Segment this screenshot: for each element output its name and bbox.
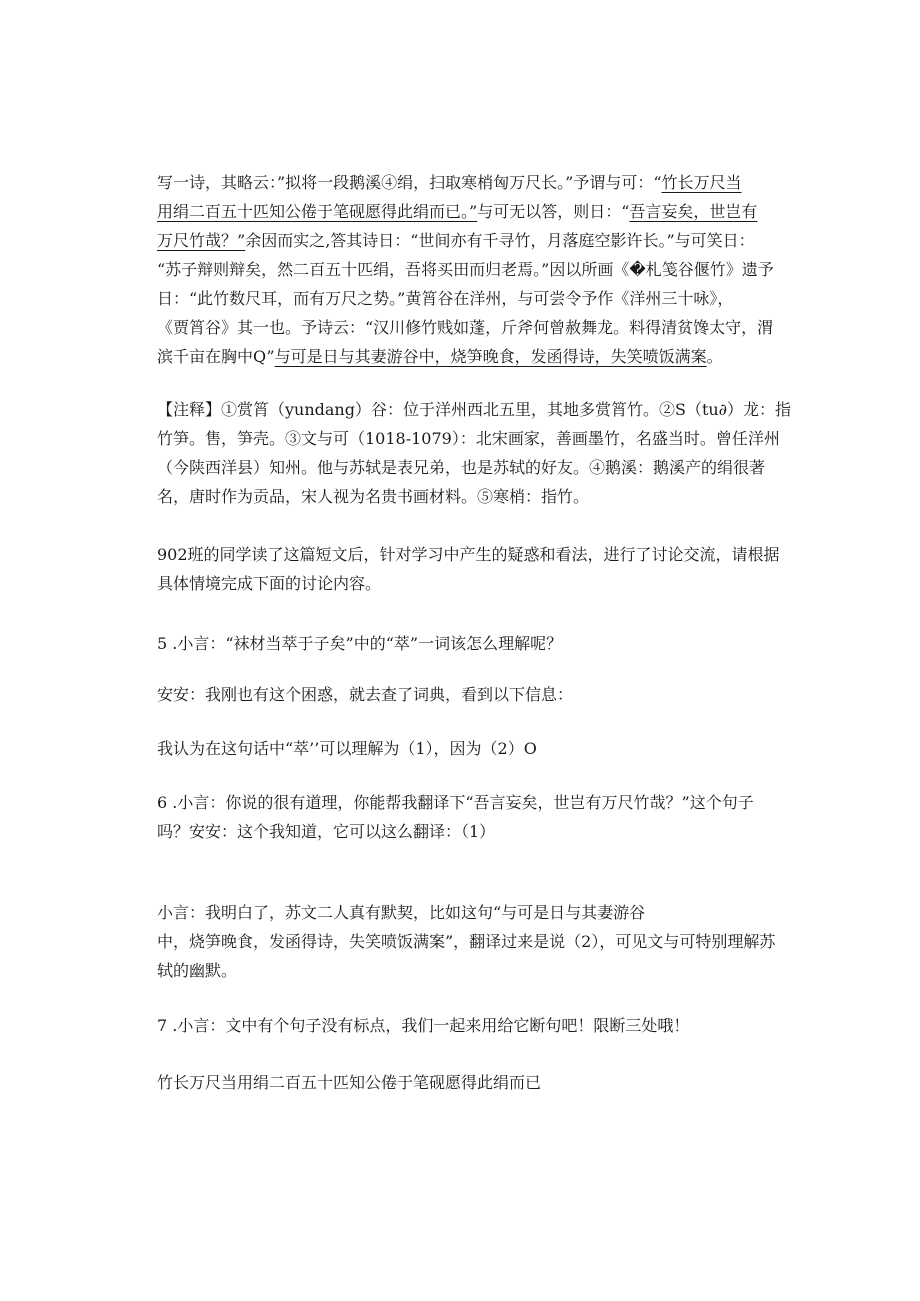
question-5-answer bbox=[157, 734, 837, 763]
passage-line: 写一诗，其略云：”拟将一段鹅溪④绢，扫取寒梢匈万尺长。”予谓与可：“竹长万尺当 bbox=[157, 173, 742, 192]
discussion-intro bbox=[157, 540, 837, 598]
annotation-notes bbox=[157, 395, 837, 511]
note-line: （今陕西洋县）知州。他与苏轼是表兄弟，也是苏轼的好友。④鹅溪：鹅溪产的绢很著 bbox=[157, 458, 766, 477]
passage-line: 《贾筲谷》其一也。予诗云：“汉川修竹贱如蓬，斤斧何曾赦舞龙。料得清贫馋太守，渭 bbox=[157, 318, 774, 337]
passage-line: “苏子辩则辩矣，然二百五十匹绢，吾将买田而归老焉。”因以所画《�札笺谷偃竹》遗予 bbox=[157, 260, 774, 279]
question-6 bbox=[157, 788, 837, 846]
intro-line: 具体情境完成下面的讨论内容。 bbox=[157, 574, 382, 593]
answer-blank-line: 我认为在这句话中“萃’’可以理解为（1），因为（2）O bbox=[157, 739, 537, 758]
passage-line: 日：“此竹数尺耳，而有万尺之势。”黄筲谷在洋州，与可尝令予作《洋州三十咏》， bbox=[157, 289, 734, 308]
question-5 bbox=[157, 629, 837, 658]
intro-line: 902班的同学读了这篇短文后，针对学习中产生的疑惑和看法，进行了讨论交流，请根据 bbox=[157, 545, 780, 564]
anan-reply: 安安：我刚也有这个困惑，就去查了词典，看到以下信息： bbox=[157, 685, 574, 704]
question-6-line: 吗？安安：这个我知道，它可以这么翻译：（1） bbox=[157, 822, 496, 841]
passage-line: 滨千亩在胸中Q”与可是日与其妻游谷中，烧笋晚食，发函得诗，失笑喷饭满案。 bbox=[157, 347, 723, 366]
question-7-sentence bbox=[157, 1068, 837, 1097]
question-7 bbox=[157, 1011, 837, 1040]
question-5-ask: 5 .小言：“袜材当萃于子矣”中的“萃”一词该怎么理解呢？ bbox=[157, 634, 563, 653]
passage-excerpt bbox=[157, 168, 837, 371]
passage-line: 用绢二百五十匹知公倦于笔砚愿得此绢而已。”与可无以答，则日：“吾言妄矣，世岂有 bbox=[157, 202, 758, 221]
question-6-cont-line: 轼的幽默。 bbox=[157, 961, 238, 980]
question-6-line: 6 .小言：你说的很有道理，你能帮我翻译下“吾言妄矣，世岂有万尺竹哉？”这个句子 bbox=[157, 793, 754, 812]
question-7-ask: 7 .小言：文中有个句子没有标点，我们一起来用给它断句吧！限断三处哦！ bbox=[157, 1016, 690, 1035]
unpunctuated-sentence: 竹长万尺当用绢二百五十匹知公倦于笔砚愿得此绢而已 bbox=[157, 1073, 542, 1092]
question-6-cont-line: 中，烧笋晚食，发函得诗，失笑喷饭满案”，翻译过来是说（2），可见文与可特别理解苏 bbox=[157, 932, 776, 951]
note-line: 竹笋。售，笋壳。③文与可（1018-1079）：北宋画家，善画墨竹，名盛当时。曾任洋州 bbox=[157, 429, 780, 448]
question-6-continued bbox=[157, 898, 837, 985]
passage-line: 万尺竹哉？”余因而实之,答其诗日：“世间亦有千寻竹，月落庭空影许长。”与可笑日： bbox=[157, 231, 755, 250]
note-line: 名，唐时作为贡品，宋人视为名贵书画材料。⑤寒梢：指竹。 bbox=[157, 487, 590, 506]
note-line: 【注释】①赏筲（yundang）谷：位于洋州西北五里，其地多赏筲竹。②S（tu∂）龙：指 bbox=[157, 400, 791, 419]
question-5-response bbox=[157, 680, 837, 709]
question-6-cont-line: 小言：我明白了，苏文二人真有默契，比如这句“与可是日与其妻游谷 bbox=[157, 903, 646, 922]
